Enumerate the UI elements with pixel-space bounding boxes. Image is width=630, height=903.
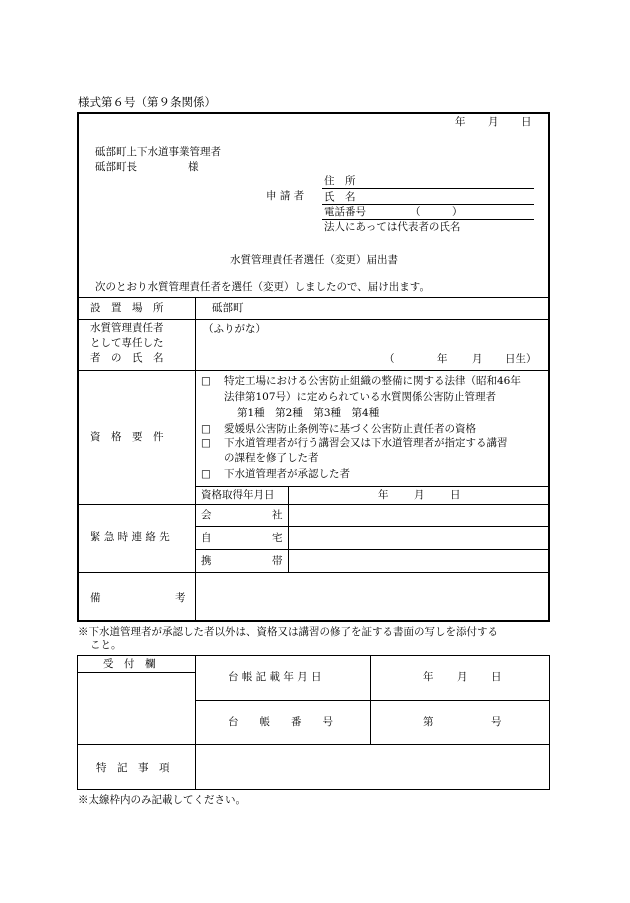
birth-year: 年 [437, 353, 448, 365]
special-notes-label: 特 記 事 項 [96, 762, 170, 774]
location-value: 砥部町 [212, 302, 244, 314]
checkbox-4[interactable]: □ [201, 468, 211, 480]
row-line-emergency [78, 572, 549, 573]
qualification-label: 資 格 要 件 [90, 431, 164, 443]
birth-month: 月 [472, 353, 483, 365]
row-line-home [195, 549, 549, 550]
name-underline [322, 204, 534, 205]
ledger-number-suffix: 号 [491, 716, 502, 728]
company-label-a: 会 [201, 509, 212, 521]
address-underline [322, 188, 534, 189]
manager-label-3: 者 の 氏 名 [90, 352, 164, 364]
birth-open: （ [384, 353, 395, 365]
checkbox-3[interactable]: □ [201, 437, 211, 449]
row-line-company [195, 526, 549, 527]
applicant-label: 申 請 者 [266, 190, 305, 202]
qualification-grades: 第1種 第2種 第3種 第4種 [237, 407, 380, 419]
date-day: 日 [521, 116, 532, 128]
intro-text: 次のとおり水質管理責任者を選任（変更）しましたので、届け出ます。 [95, 281, 430, 293]
manager-label-1: 水質管理責任者 [90, 322, 164, 334]
reception-header: 受 付 欄 [103, 658, 156, 670]
qualification-item-2: 愛媛県公害防止条例等に基づく公害防止責任者の資格 [224, 423, 476, 435]
qualification-item-3: 下水道管理者が行う講習会又は下水道管理者が指定する講習 [224, 437, 508, 449]
footnote-attach-2: こと。 [90, 639, 122, 651]
form-label: 様式第６号（第９条関係） [78, 95, 216, 109]
label-column-divider [195, 297, 196, 621]
value-column-divider [288, 486, 289, 572]
ledger-number-prefix: 第 [423, 716, 434, 728]
acquired-day: 日 [450, 489, 461, 501]
acquired-month: 月 [414, 489, 425, 501]
table-top-line [78, 297, 549, 298]
location-label: 設 置 場 所 [90, 302, 164, 314]
addressee-line2-prefix: 砥部町長 [95, 161, 137, 173]
home-label-b: 宅 [272, 532, 283, 544]
manager-furigana: （ふりがな） [203, 323, 266, 335]
ledger-month: 月 [457, 671, 468, 683]
acquired-label: 資格取得年月日 [201, 489, 275, 501]
home-label-a: 自 [201, 532, 212, 544]
remarks-label-a: 備 [90, 592, 101, 604]
mobile-label-b: 帯 [272, 555, 283, 567]
phone-underline [322, 219, 534, 220]
checkbox-2[interactable]: □ [201, 423, 211, 435]
addressee-line1: 砥部町上下水道事業管理者 [95, 146, 221, 158]
remarks-label-b: 考 [175, 592, 186, 604]
qualification-item-1b: 法律第107号）に定められている水質関係公害防止管理者 [224, 391, 497, 403]
date-year: 年 [455, 116, 466, 128]
ledger-date-label: 台 帳 記 載 年 月 日 [228, 671, 322, 683]
date-month: 月 [488, 116, 499, 128]
applicant-phone: 電話番号 [324, 206, 366, 218]
row-line-acquired-top [195, 486, 549, 487]
row-line-manager [78, 370, 549, 371]
emergency-label: 緊 急 時 連 絡 先 [90, 531, 170, 543]
qualification-item-1: 特定工場における公害防止組織の整備に関する法律（昭和46年 [224, 375, 521, 387]
row-line-location [78, 319, 549, 320]
applicant-name: 氏 名 [324, 191, 356, 203]
footnote-thick-frame: ※太線枠内のみ記載してください。 [78, 794, 246, 806]
row-line-qualification [78, 504, 549, 505]
manager-label-2: として専任した [90, 337, 164, 349]
applicant-address: 住 所 [324, 175, 356, 187]
ledger-day: 日 [491, 671, 502, 683]
reception-lower-line [78, 744, 549, 745]
qualification-item-3b: の課程を修了した者 [224, 452, 319, 464]
checkbox-1[interactable]: □ [201, 375, 211, 387]
footnote-attach-1: ※下水道管理者が承認した者以外は、資格又は講習の修了を証する書面の写しを添付する [78, 626, 498, 638]
addressee-line2-suffix: 様 [188, 161, 199, 173]
qualification-item-4: 下水道管理者が承認した者 [224, 468, 350, 480]
ledger-year: 年 [423, 671, 434, 683]
reception-mid-line [195, 700, 549, 701]
birth-close: 日生） [505, 353, 537, 365]
mobile-label-a: 携 [201, 555, 212, 567]
applicant-note: 法人にあっては代表者の氏名 [324, 221, 461, 233]
reception-header-line [78, 672, 195, 673]
acquired-year: 年 [378, 489, 389, 501]
company-label-b: 社 [272, 509, 283, 521]
reception-divider-1 [195, 656, 196, 789]
form-title: 水質管理責任者選任（変更）届出書 [230, 254, 398, 266]
applicant-phone-paren: （ ） [410, 206, 463, 218]
ledger-number-label: 台 帳 番 号 [228, 716, 333, 728]
